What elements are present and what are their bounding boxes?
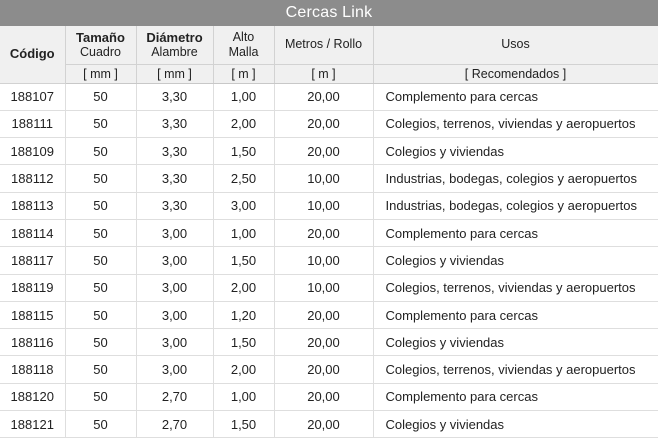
table-body — [0, 83, 658, 438]
cell-diametro: 2,70 — [136, 411, 213, 438]
cell-alto: 1,50 — [213, 411, 274, 438]
cell-diametro: 3,30 — [136, 83, 213, 110]
cell-metros: 20,00 — [274, 411, 373, 438]
cell-usos: Colegios, terrenos, viviendas y aeropuertos — [373, 274, 658, 301]
cell-tamano: 50 — [65, 110, 136, 137]
cell-tamano: 50 — [65, 383, 136, 410]
cell-tamano: 50 — [65, 83, 136, 110]
table-row — [0, 274, 658, 301]
header-metros-label: Metros / Rollo — [284, 37, 363, 52]
table-row — [0, 329, 658, 356]
cell-tamano: 50 — [65, 411, 136, 438]
cell-tamano: 50 — [65, 274, 136, 301]
header-alto-top: Alto — [232, 29, 255, 44]
cell-alto: 1,50 — [213, 329, 274, 356]
cell-codigo: 188116 — [0, 329, 65, 356]
header-codigo — [0, 26, 65, 83]
cell-usos: Colegios y viviendas — [373, 411, 658, 438]
cell-tamano: 50 — [65, 192, 136, 219]
header-tamano-bottom: Cuadro — [80, 44, 121, 59]
header-diametro-bottom: Alambre — [151, 44, 198, 59]
cell-metros: 10,00 — [274, 274, 373, 301]
cell-metros: 20,00 — [274, 356, 373, 383]
cell-diametro: 3,30 — [136, 192, 213, 219]
table-row — [0, 356, 658, 383]
cell-metros: 20,00 — [274, 83, 373, 110]
cell-usos: Complemento para cercas — [373, 219, 658, 246]
cell-codigo: 188109 — [0, 138, 65, 165]
cell-metros: 20,00 — [274, 301, 373, 328]
header-row-labels — [0, 26, 658, 64]
cell-codigo: 188115 — [0, 301, 65, 328]
cell-metros: 20,00 — [274, 329, 373, 356]
cell-tamano: 50 — [65, 329, 136, 356]
table-row — [0, 411, 658, 438]
cell-usos: Complemento para cercas — [373, 301, 658, 328]
cell-alto: 2,00 — [213, 274, 274, 301]
cell-usos: Complemento para cercas — [373, 383, 658, 410]
cell-metros: 20,00 — [274, 219, 373, 246]
cell-alto: 3,00 — [213, 192, 274, 219]
cell-diametro: 3,00 — [136, 329, 213, 356]
cell-diametro: 3,30 — [136, 165, 213, 192]
cell-tamano: 50 — [65, 356, 136, 383]
cell-usos: Colegios, terrenos, viviendas y aeropuertos — [373, 110, 658, 137]
cell-metros: 10,00 — [274, 247, 373, 274]
cell-diametro: 3,00 — [136, 301, 213, 328]
cell-diametro: 3,00 — [136, 219, 213, 246]
cell-tamano: 50 — [65, 138, 136, 165]
header-usos — [373, 26, 658, 64]
cell-metros: 10,00 — [274, 192, 373, 219]
cell-tamano: 50 — [65, 301, 136, 328]
table-header — [0, 26, 658, 83]
cell-codigo: 188118 — [0, 356, 65, 383]
cell-codigo: 188113 — [0, 192, 65, 219]
cell-codigo: 188114 — [0, 219, 65, 246]
header-diametro-top: Diámetro — [146, 29, 203, 45]
unit-usos: [ Recomendados ] — [373, 64, 658, 83]
table-row — [0, 247, 658, 274]
cell-codigo: 188121 — [0, 411, 65, 438]
cell-diametro: 2,70 — [136, 383, 213, 410]
cell-diametro: 3,30 — [136, 110, 213, 137]
table-row — [0, 110, 658, 137]
table-row — [0, 165, 658, 192]
fence-spec-table — [0, 26, 658, 438]
cell-usos: Colegios, terrenos, viviendas y aeropuertos — [373, 356, 658, 383]
cell-codigo: 188107 — [0, 83, 65, 110]
cell-alto: 1,00 — [213, 83, 274, 110]
table-row — [0, 83, 658, 110]
unit-metros: [ m ] — [274, 64, 373, 83]
cell-diametro: 3,00 — [136, 356, 213, 383]
cell-diametro: 3,30 — [136, 138, 213, 165]
unit-tamano: [ mm ] — [65, 64, 136, 83]
header-alto-bottom: Malla — [228, 44, 259, 59]
table-title: Cercas Link — [0, 0, 658, 26]
cell-usos: Colegios y viviendas — [373, 247, 658, 274]
cell-diametro: 3,00 — [136, 247, 213, 274]
cell-metros: 20,00 — [274, 110, 373, 137]
cell-alto: 1,50 — [213, 138, 274, 165]
cell-alto: 1,00 — [213, 383, 274, 410]
header-usos-label: Usos — [501, 37, 530, 52]
cell-alto: 2,50 — [213, 165, 274, 192]
table-row — [0, 192, 658, 219]
unit-diametro: [ mm ] — [136, 64, 213, 83]
cell-usos: Complemento para cercas — [373, 83, 658, 110]
cell-alto: 1,20 — [213, 301, 274, 328]
header-metros — [274, 26, 373, 64]
header-tamano — [65, 26, 136, 64]
cell-metros: 20,00 — [274, 138, 373, 165]
cell-codigo: 188117 — [0, 247, 65, 274]
cell-usos: Colegios y viviendas — [373, 138, 658, 165]
header-diametro — [136, 26, 213, 64]
cell-usos: Industrias, bodegas, colegios y aeropuertos — [373, 192, 658, 219]
header-codigo-label: Código — [9, 46, 55, 62]
cell-codigo: 188119 — [0, 274, 65, 301]
table-row — [0, 138, 658, 165]
cell-alto: 1,50 — [213, 247, 274, 274]
table-row — [0, 383, 658, 410]
cell-alto: 1,00 — [213, 219, 274, 246]
cell-diametro: 3,00 — [136, 274, 213, 301]
cell-metros: 10,00 — [274, 165, 373, 192]
cell-tamano: 50 — [65, 247, 136, 274]
cell-usos: Colegios y viviendas — [373, 329, 658, 356]
cell-alto: 2,00 — [213, 110, 274, 137]
cell-metros: 20,00 — [274, 383, 373, 410]
header-row-units — [0, 64, 658, 83]
cell-usos: Industrias, bodegas, colegios y aeropuertos — [373, 165, 658, 192]
table-row — [0, 219, 658, 246]
cell-tamano: 50 — [65, 219, 136, 246]
cell-alto: 2,00 — [213, 356, 274, 383]
unit-alto: [ m ] — [213, 64, 274, 83]
header-tamano-top: Tamaño — [76, 29, 125, 45]
cell-tamano: 50 — [65, 165, 136, 192]
header-alto — [213, 26, 274, 64]
cell-codigo: 188120 — [0, 383, 65, 410]
table-row — [0, 301, 658, 328]
cell-codigo: 188111 — [0, 110, 65, 137]
cell-codigo: 188112 — [0, 165, 65, 192]
